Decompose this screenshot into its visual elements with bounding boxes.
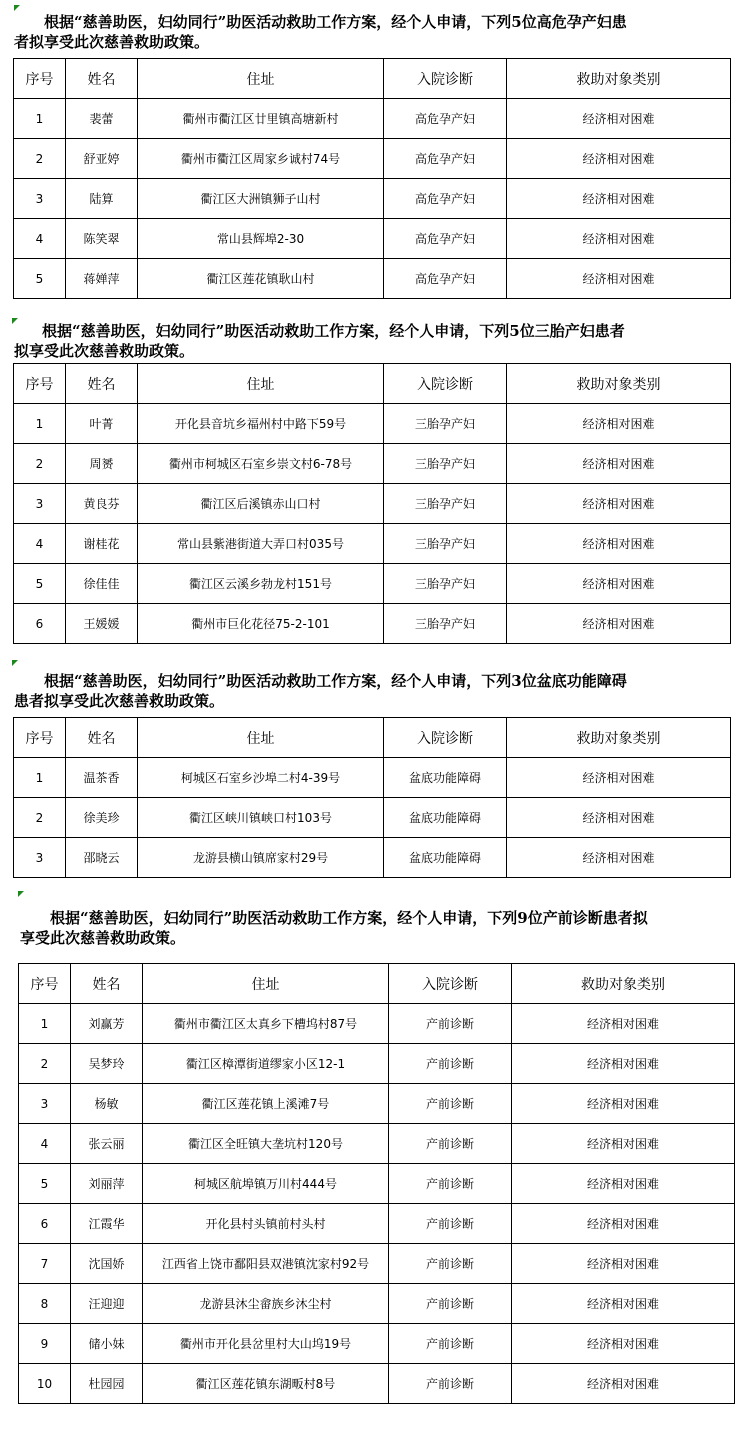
cell-category: 经济相对困难 bbox=[507, 444, 731, 484]
section-3-intro-line-1: 根据“慈善助医，妇幼同行”助医活动救助工作方案，经个人申请，下列3位盆底功能障碍 bbox=[14, 672, 627, 690]
cell-seq: 4 bbox=[19, 1124, 71, 1164]
cell-name: 江霞华 bbox=[71, 1204, 143, 1244]
header-name: 姓名 bbox=[66, 718, 138, 758]
cell-name: 杜园园 bbox=[71, 1364, 143, 1404]
cell-address: 衢州市开化县岔里村大山坞19号 bbox=[143, 1324, 389, 1364]
table-row bbox=[14, 139, 731, 179]
table-row bbox=[14, 259, 731, 299]
table-row bbox=[19, 1364, 735, 1404]
cell-category: 经济相对困难 bbox=[512, 1364, 735, 1404]
header-address: 住址 bbox=[138, 59, 384, 99]
cell-name: 王媛媛 bbox=[66, 604, 138, 644]
cell-address: 衢江区后溪镇赤山口村 bbox=[138, 484, 384, 524]
cell-diagnosis: 三胎孕产妇 bbox=[384, 444, 507, 484]
section-3-intro-line-2: 患者拟享受此次慈善救助政策。 bbox=[14, 692, 225, 710]
cell-diagnosis: 高危孕产妇 bbox=[384, 259, 507, 299]
cell-seq: 1 bbox=[14, 404, 66, 444]
section-2-intro-line-1: 根据“慈善助医，妇幼同行”助医活动救助工作方案，经个人申请，下列5位三胎产妇患者 bbox=[12, 322, 625, 340]
header-seq: 序号 bbox=[14, 718, 66, 758]
cell-name: 徐佳佳 bbox=[66, 564, 138, 604]
cell-diagnosis: 产前诊断 bbox=[389, 1364, 512, 1404]
cell-name: 周赟 bbox=[66, 444, 138, 484]
cell-category: 经济相对困难 bbox=[507, 99, 731, 139]
header-seq: 序号 bbox=[14, 364, 66, 404]
cell-address: 柯城区石室乡沙埠二村4-39号 bbox=[138, 758, 384, 798]
cell-address: 开化县音坑乡福州村中路下59号 bbox=[138, 404, 384, 444]
cell-seq: 5 bbox=[19, 1164, 71, 1204]
cell-seq: 1 bbox=[14, 758, 66, 798]
header-diagnosis: 入院诊断 bbox=[389, 964, 512, 1004]
cell-category: 经济相对困难 bbox=[507, 179, 731, 219]
section-4-intro-line-1: 根据“慈善助医，妇幼同行”助医活动救助工作方案，经个人申请，下列9位产前诊断患者拟 bbox=[20, 909, 648, 927]
cell-category: 经济相对困难 bbox=[512, 1164, 735, 1204]
table-row bbox=[14, 758, 731, 798]
cell-address: 衢州市柯城区石室乡崇文村6-78号 bbox=[138, 444, 384, 484]
header-address: 住址 bbox=[138, 718, 384, 758]
table-row bbox=[14, 604, 731, 644]
cell-address: 衢江区莲花镇上溪滩7号 bbox=[143, 1084, 389, 1124]
table-row bbox=[19, 1084, 735, 1124]
table-row bbox=[14, 444, 731, 484]
cell-seq: 4 bbox=[14, 524, 66, 564]
cell-seq: 7 bbox=[19, 1244, 71, 1284]
cell-diagnosis: 三胎孕产妇 bbox=[384, 604, 507, 644]
cell-category: 经济相对困难 bbox=[507, 604, 731, 644]
header-category: 救助对象类别 bbox=[507, 59, 731, 99]
cell-diagnosis: 产前诊断 bbox=[389, 1204, 512, 1244]
header-name: 姓名 bbox=[71, 964, 143, 1004]
table-row bbox=[19, 1244, 735, 1284]
header-name: 姓名 bbox=[66, 364, 138, 404]
cell-category: 经济相对困难 bbox=[512, 1004, 735, 1044]
cell-seq: 9 bbox=[19, 1324, 71, 1364]
cell-seq: 1 bbox=[19, 1004, 71, 1044]
cell-name: 徐美珍 bbox=[66, 798, 138, 838]
header-category: 救助对象类别 bbox=[507, 718, 731, 758]
cell-category: 经济相对困难 bbox=[507, 259, 731, 299]
cell-diagnosis: 产前诊断 bbox=[389, 1244, 512, 1284]
cell-category: 经济相对困难 bbox=[507, 564, 731, 604]
cell-seq: 1 bbox=[14, 99, 66, 139]
cell-name: 刘赢芳 bbox=[71, 1004, 143, 1044]
cell-seq: 4 bbox=[14, 219, 66, 259]
cell-name: 汪迎迎 bbox=[71, 1284, 143, 1324]
table-row bbox=[14, 838, 731, 878]
section-4-intro-line-2: 享受此次慈善救助政策。 bbox=[20, 929, 186, 947]
cell-diagnosis: 三胎孕产妇 bbox=[384, 564, 507, 604]
table-row bbox=[14, 404, 731, 444]
header-diagnosis: 入院诊断 bbox=[384, 364, 507, 404]
cell-seq: 10 bbox=[19, 1364, 71, 1404]
cell-address: 柯城区航埠镇万川村444号 bbox=[143, 1164, 389, 1204]
cell-category: 经济相对困难 bbox=[507, 524, 731, 564]
cell-diagnosis: 三胎孕产妇 bbox=[384, 404, 507, 444]
cell-seq: 3 bbox=[14, 179, 66, 219]
cell-name: 裴蕾 bbox=[66, 99, 138, 139]
cell-seq: 2 bbox=[19, 1044, 71, 1084]
table-row bbox=[14, 179, 731, 219]
cell-category: 经济相对困难 bbox=[512, 1324, 735, 1364]
cell-category: 经济相对困难 bbox=[512, 1284, 735, 1324]
cell-address: 衢州市衢江区廿里镇高塘新村 bbox=[138, 99, 384, 139]
cell-address: 衢江区峡川镇峡口村103号 bbox=[138, 798, 384, 838]
header-seq: 序号 bbox=[19, 964, 71, 1004]
cell-diagnosis: 产前诊断 bbox=[389, 1004, 512, 1044]
cell-diagnosis: 产前诊断 bbox=[389, 1084, 512, 1124]
section-marker-icon bbox=[12, 660, 18, 666]
cell-seq: 8 bbox=[19, 1284, 71, 1324]
cell-category: 经济相对困难 bbox=[507, 404, 731, 444]
header-name: 姓名 bbox=[66, 59, 138, 99]
section-2-intro-line-2: 拟享受此次慈善救助政策。 bbox=[14, 342, 195, 360]
cell-seq: 3 bbox=[14, 484, 66, 524]
table-row bbox=[19, 1204, 735, 1244]
table-row bbox=[14, 484, 731, 524]
cell-address: 衢州市衢江区周家乡诚村74号 bbox=[138, 139, 384, 179]
table-row bbox=[19, 1284, 735, 1324]
cell-diagnosis: 盆底功能障碍 bbox=[384, 798, 507, 838]
cell-seq: 2 bbox=[14, 798, 66, 838]
header-address: 住址 bbox=[138, 364, 384, 404]
cell-address: 衢江区全旺镇大垄坑村120号 bbox=[143, 1124, 389, 1164]
cell-diagnosis: 高危孕产妇 bbox=[384, 139, 507, 179]
cell-category: 经济相对困难 bbox=[512, 1084, 735, 1124]
header-diagnosis: 入院诊断 bbox=[384, 718, 507, 758]
cell-address: 龙游县沐尘畲族乡沐尘村 bbox=[143, 1284, 389, 1324]
cell-diagnosis: 产前诊断 bbox=[389, 1284, 512, 1324]
cell-name: 陆算 bbox=[66, 179, 138, 219]
cell-name: 温茶香 bbox=[66, 758, 138, 798]
pelvic-floor-table bbox=[13, 717, 731, 878]
section-1-intro-line-1: 根据“慈善助医，妇幼同行”助医活动救助工作方案，经个人申请，下列5位高危孕产妇患 bbox=[14, 13, 627, 31]
prenatal-diagnosis-table bbox=[18, 963, 735, 1404]
header-category: 救助对象类别 bbox=[512, 964, 735, 1004]
table-row bbox=[14, 564, 731, 604]
cell-name: 谢桂花 bbox=[66, 524, 138, 564]
cell-address: 衢江区云溪乡勃龙村151号 bbox=[138, 564, 384, 604]
cell-name: 邵晓云 bbox=[66, 838, 138, 878]
table-row bbox=[19, 1044, 735, 1084]
section-marker-icon bbox=[18, 891, 24, 897]
cell-seq: 3 bbox=[19, 1084, 71, 1124]
table-header-row bbox=[14, 718, 731, 758]
table-row bbox=[14, 219, 731, 259]
cell-name: 杨敏 bbox=[71, 1084, 143, 1124]
cell-seq: 2 bbox=[14, 444, 66, 484]
cell-diagnosis: 盆底功能障碍 bbox=[384, 758, 507, 798]
cell-diagnosis: 高危孕产妇 bbox=[384, 219, 507, 259]
cell-category: 经济相对困难 bbox=[512, 1244, 735, 1284]
cell-name: 沈国娇 bbox=[71, 1244, 143, 1284]
cell-name: 黄良芬 bbox=[66, 484, 138, 524]
cell-diagnosis: 产前诊断 bbox=[389, 1324, 512, 1364]
cell-address: 常山县紫港街道大弄口村035号 bbox=[138, 524, 384, 564]
cell-name: 叶菁 bbox=[66, 404, 138, 444]
table-row bbox=[14, 99, 731, 139]
cell-seq: 5 bbox=[14, 259, 66, 299]
section-1-intro-line-2: 者拟享受此次慈善救助政策。 bbox=[14, 33, 210, 51]
cell-diagnosis: 三胎孕产妇 bbox=[384, 524, 507, 564]
cell-diagnosis: 高危孕产妇 bbox=[384, 179, 507, 219]
cell-name: 储小妹 bbox=[71, 1324, 143, 1364]
cell-category: 经济相对困难 bbox=[507, 219, 731, 259]
cell-address: 衢江区莲花镇耿山村 bbox=[138, 259, 384, 299]
cell-address: 江西省上饶市鄱阳县双港镇沈家村92号 bbox=[143, 1244, 389, 1284]
table-row bbox=[19, 1164, 735, 1204]
header-seq: 序号 bbox=[14, 59, 66, 99]
cell-name: 蒋婵萍 bbox=[66, 259, 138, 299]
cell-address: 衢江区大洲镇狮子山村 bbox=[138, 179, 384, 219]
table-header-row bbox=[14, 364, 731, 404]
table-row bbox=[14, 798, 731, 838]
cell-name: 舒亚婷 bbox=[66, 139, 138, 179]
cell-category: 经济相对困难 bbox=[512, 1044, 735, 1084]
cell-category: 经济相对困难 bbox=[507, 838, 731, 878]
cell-name: 张云丽 bbox=[71, 1124, 143, 1164]
header-address: 住址 bbox=[143, 964, 389, 1004]
cell-diagnosis: 产前诊断 bbox=[389, 1044, 512, 1084]
table-header-row bbox=[19, 964, 735, 1004]
cell-address: 常山县辉埠2-30 bbox=[138, 219, 384, 259]
third-child-maternal-table bbox=[13, 363, 731, 644]
cell-category: 经济相对困难 bbox=[512, 1124, 735, 1164]
cell-diagnosis: 三胎孕产妇 bbox=[384, 484, 507, 524]
cell-seq: 6 bbox=[14, 604, 66, 644]
section-marker-icon bbox=[14, 5, 20, 11]
header-category: 救助对象类别 bbox=[507, 364, 731, 404]
cell-diagnosis: 高危孕产妇 bbox=[384, 99, 507, 139]
cell-name: 陈笑翠 bbox=[66, 219, 138, 259]
cell-category: 经济相对困难 bbox=[512, 1204, 735, 1244]
cell-category: 经济相对困难 bbox=[507, 758, 731, 798]
high-risk-maternal-table bbox=[13, 58, 731, 299]
cell-seq: 6 bbox=[19, 1204, 71, 1244]
cell-category: 经济相对困难 bbox=[507, 484, 731, 524]
cell-address: 龙游县横山镇席家村29号 bbox=[138, 838, 384, 878]
cell-address: 衢江区樟潭街道缪家小区12-1 bbox=[143, 1044, 389, 1084]
cell-category: 经济相对困难 bbox=[507, 798, 731, 838]
cell-address: 衢州市巨化花径75-2-101 bbox=[138, 604, 384, 644]
cell-address: 开化县村头镇前村头村 bbox=[143, 1204, 389, 1244]
table-row bbox=[19, 1324, 735, 1364]
cell-seq: 5 bbox=[14, 564, 66, 604]
table-row bbox=[14, 524, 731, 564]
cell-seq: 3 bbox=[14, 838, 66, 878]
table-row bbox=[19, 1124, 735, 1164]
table-row bbox=[19, 1004, 735, 1044]
cell-diagnosis: 产前诊断 bbox=[389, 1164, 512, 1204]
cell-name: 吴梦玲 bbox=[71, 1044, 143, 1084]
cell-diagnosis: 产前诊断 bbox=[389, 1124, 512, 1164]
cell-diagnosis: 盆底功能障碍 bbox=[384, 838, 507, 878]
cell-seq: 2 bbox=[14, 139, 66, 179]
cell-name: 刘丽萍 bbox=[71, 1164, 143, 1204]
cell-address: 衢州市衢江区太真乡下槽坞村87号 bbox=[143, 1004, 389, 1044]
header-diagnosis: 入院诊断 bbox=[384, 59, 507, 99]
cell-category: 经济相对困难 bbox=[507, 139, 731, 179]
cell-address: 衢江区莲花镇东湖畈村8号 bbox=[143, 1364, 389, 1404]
table-header-row bbox=[14, 59, 731, 99]
